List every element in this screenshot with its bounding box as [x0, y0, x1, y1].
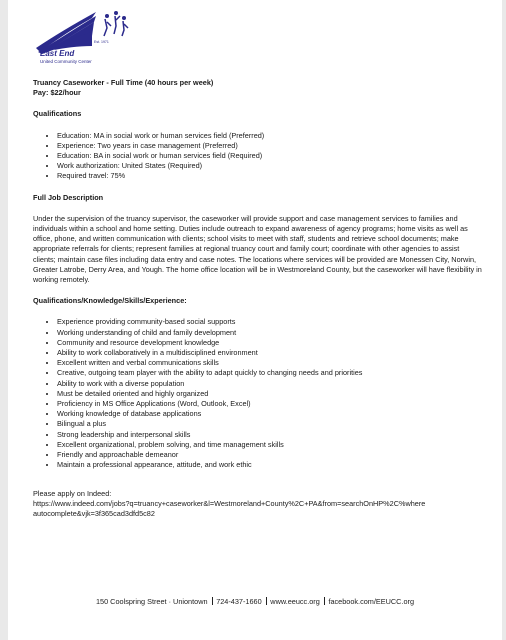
apply-label: Please apply on Indeed: [33, 488, 112, 498]
list-item: • Must be detailed oriented and highly organized [57, 389, 483, 399]
footer-divider [212, 597, 213, 605]
footer-divider [266, 597, 267, 605]
list-item: • Bilingual a plus [57, 419, 483, 429]
qualifications-list [33, 131, 483, 182]
list-item: • Experience providing community-based social supports [57, 317, 483, 327]
logo-subtitle: United Community Center [40, 59, 92, 64]
footer [8, 597, 502, 606]
list-item: • Excellent written and verbal communications skills [57, 358, 483, 368]
list-item: • Strong leadership and interpersonal skills [57, 430, 483, 440]
list-item: • Community and resource development knowledge [57, 338, 483, 348]
list-item: • Ability to work with a diverse population [57, 379, 483, 389]
job-title: Truancy Caseworker - Full Time (40 hours per week) [33, 78, 214, 87]
list-item: • Work authorization: United States (Required) [57, 161, 483, 171]
footer-facebook[interactable]: facebook.com/EEUCC.org [328, 597, 415, 606]
list-item: • Creative, outgoing team player with the ability to adapt quickly to changing needs and priorities [57, 368, 483, 378]
list-item: • Education: BA in social work or human services field (Required) [57, 151, 483, 161]
footer-divider [324, 597, 325, 605]
list-item: • Proficiency in MS Office Applications (Word, Outlook, Excel) [57, 399, 483, 409]
list-item: • Ability to work collaboratively in a multidisciplined environment [57, 348, 483, 358]
list-item: • Friendly and approachable demeanor [57, 450, 483, 460]
list-item: • Working knowledge of database applications [57, 409, 483, 419]
apply-url-line-2[interactable]: autocomplete&vjk=3f365cad3dfd5c82 [33, 508, 155, 518]
list-item: • Required travel: 75% [57, 171, 483, 181]
skills-heading: Qualifications/Knowledge/Skills/Experience: [33, 296, 187, 306]
footer-phone[interactable]: 724-437-1660 [216, 597, 262, 606]
logo-name: East End [40, 49, 75, 58]
list-item: • Maintain a professional appearance, attitude, and work ethic [57, 460, 483, 470]
pay-rate: Pay: $22/hour [33, 88, 81, 98]
list-item: • Working understanding of child and family development [57, 328, 483, 338]
description-text: Under the supervision of the truancy supervisor, the caseworker will provide support and case management services to families and individuals within a school and home setting. Duties include outreach to expand awareness of agency programs; home visits as well as office, phone, and written communication with clients; school visits to meet with staff, students and retrieve school documents; make appropriate referrals for clients; represent families at regional truancy court and family court; coordinate with other agencies to assist clients; maintain case files including data entry and case notes. The locations where services will be provided are Monessen City, Norwin, Greater Latrobe, Derry Area, and Yough. The home office location will be in Westmoreland County, but the caseworker will have flexibility in working remotely. [33, 213, 482, 285]
document-content [33, 78, 483, 519]
description-heading: Full Job Description [33, 192, 104, 202]
skills-list [33, 317, 483, 470]
apply-url[interactable] [33, 499, 483, 519]
qualifications-heading: Qualifications [33, 109, 82, 119]
logo-established: Est. 1971 [94, 40, 109, 44]
list-item: • Excellent organizational, problem solving, and time management skills [57, 440, 483, 450]
list-item: • Education: MA in social work or human services field (Preferred) [57, 131, 483, 141]
list-item: • Experience: Two years in case management (Preferred) [57, 141, 483, 151]
footer-address: 150 Coolspring Street · Uniontown [95, 597, 208, 606]
footer-website[interactable]: www.eeucc.org [270, 597, 320, 606]
apply-url-line-1[interactable]: https://www.indeed.com/jobs?q=truancy+caseworker&l=Westmoreland+County%2C+PA&from=searchOnHP%2C%where [33, 498, 426, 508]
document-page [8, 0, 502, 640]
